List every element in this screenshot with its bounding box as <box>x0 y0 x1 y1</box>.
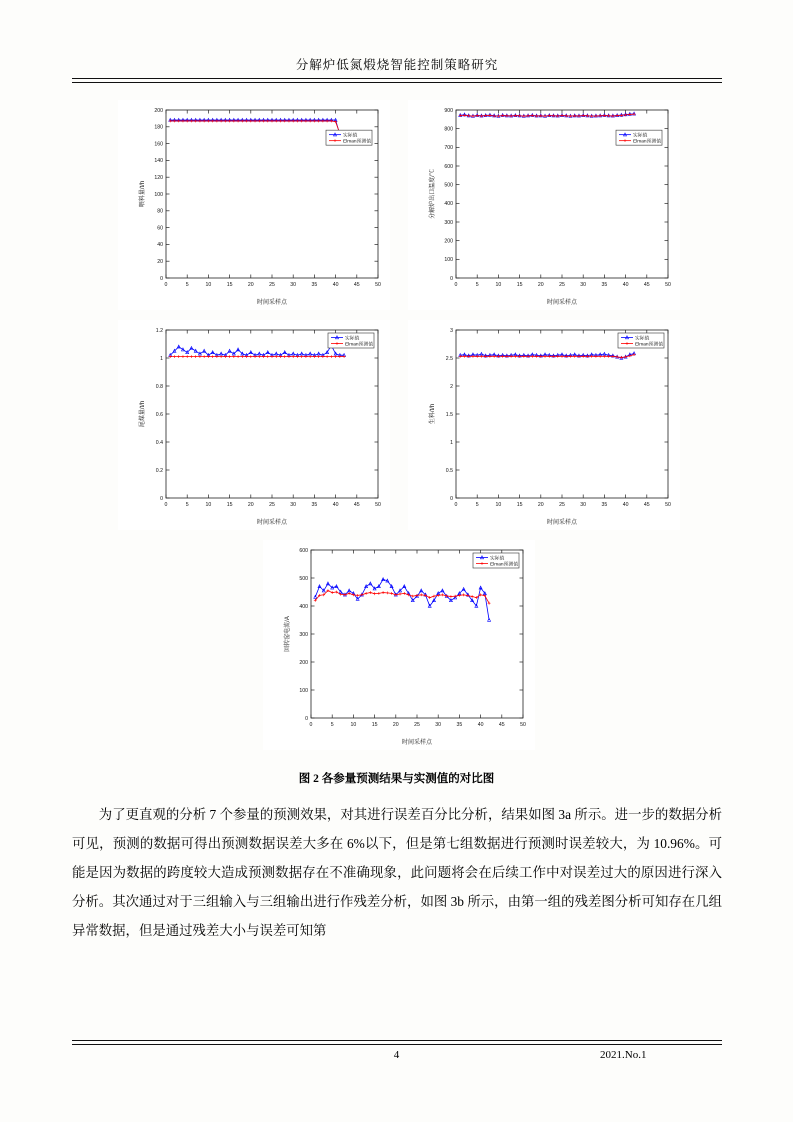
svg-text:300: 300 <box>299 631 308 638</box>
svg-text:0.4: 0.4 <box>155 439 163 446</box>
svg-text:100: 100 <box>154 191 163 198</box>
svg-text:30: 30 <box>290 502 297 508</box>
svg-text:2.5: 2.5 <box>445 355 453 362</box>
svg-text:时间采样点: 时间采样点 <box>401 740 433 746</box>
figure-caption: 图 2 各参量预测结果与实测值的对比图 <box>298 773 495 785</box>
svg-text:Elman预测值: Elman预测值 <box>635 342 663 348</box>
svg-text:40: 40 <box>332 502 339 508</box>
body-paragraph: 为了更直观的分析 7 个参量的预测效果，对其进行误差百分比分析，结果如图 3a 所示。进一步的数据分析可见，预测的数据可得出预测数据误差大多在 6%以下，但是第七组数据进行预测时误差较大，为 10.96%。可能是因为数据的跨度较大造成预测数据存在不准确现象，此问题将会在后续工作中对误差过大的原因进行深入分析。其次通过对于三组输入与三组输出进行作残差分析，如图 3b 所示，由第一组的残差图分析可知存在几组异常数据，但是通过残差大小与误差可知第 <box>72 807 722 938</box>
svg-text:500: 500 <box>444 182 453 189</box>
svg-text:35: 35 <box>311 282 318 288</box>
svg-text:700: 700 <box>444 145 453 152</box>
svg-text:5: 5 <box>330 722 334 728</box>
svg-text:20: 20 <box>247 502 254 508</box>
svg-text:45: 45 <box>643 502 650 508</box>
svg-text:180: 180 <box>154 124 163 131</box>
svg-text:0: 0 <box>160 495 163 502</box>
svg-text:25: 25 <box>414 722 420 728</box>
svg-text:实际值: 实际值 <box>345 336 360 342</box>
svg-text:15: 15 <box>516 282 523 288</box>
svg-text:实际值: 实际值 <box>635 336 650 342</box>
svg-text:500: 500 <box>299 575 308 582</box>
svg-text:0.5: 0.5 <box>445 467 453 474</box>
svg-text:时间采样点: 时间采样点 <box>546 300 578 306</box>
svg-text:1.5: 1.5 <box>445 411 453 418</box>
svg-text:0.6: 0.6 <box>155 411 163 418</box>
svg-text:50: 50 <box>520 722 526 728</box>
svg-text:20: 20 <box>392 722 399 728</box>
svg-text:0.8: 0.8 <box>155 383 163 390</box>
svg-text:800: 800 <box>444 126 453 133</box>
svg-text:300: 300 <box>444 219 453 226</box>
svg-text:45: 45 <box>643 282 650 288</box>
svg-text:10: 10 <box>495 282 502 288</box>
chart-feed-rate <box>118 100 390 310</box>
svg-text:160: 160 <box>154 141 163 148</box>
svg-text:40: 40 <box>157 242 163 249</box>
footer-issue: 2021.No.1 <box>600 1049 647 1061</box>
svg-text:0: 0 <box>309 722 313 728</box>
svg-text:25: 25 <box>559 502 565 508</box>
svg-text:35: 35 <box>601 282 608 288</box>
svg-text:尾煤量/t/h: 尾煤量/t/h <box>140 400 146 428</box>
svg-text:0: 0 <box>305 715 308 722</box>
svg-text:35: 35 <box>601 502 608 508</box>
chart-raw-meal <box>408 320 680 530</box>
svg-text:5: 5 <box>475 282 479 288</box>
chart-calciner-outlet-temp-svg <box>408 100 680 310</box>
svg-text:50: 50 <box>375 282 381 288</box>
svg-text:时间采样点: 时间采样点 <box>256 520 288 526</box>
svg-text:50: 50 <box>375 502 381 508</box>
svg-text:30: 30 <box>290 282 297 288</box>
svg-text:Elman预测值: Elman预测值 <box>633 139 661 145</box>
svg-text:200: 200 <box>444 238 453 245</box>
footer-page-number: 4 <box>393 1049 400 1061</box>
svg-text:10: 10 <box>205 282 212 288</box>
svg-text:20: 20 <box>157 259 163 265</box>
svg-text:回转窑电流/A: 回转窑电流/A <box>285 616 291 652</box>
svg-text:5: 5 <box>185 502 189 508</box>
svg-text:30: 30 <box>580 502 587 508</box>
footer-divider-thin <box>72 1044 722 1045</box>
svg-text:10: 10 <box>495 502 502 508</box>
svg-text:15: 15 <box>226 282 233 288</box>
svg-text:5: 5 <box>185 282 189 288</box>
svg-text:50: 50 <box>665 282 671 288</box>
svg-text:35: 35 <box>456 722 463 728</box>
svg-text:400: 400 <box>444 201 453 208</box>
chart-kiln-current <box>263 540 535 750</box>
chart-tail-coal-svg <box>118 320 390 530</box>
chart-raw-meal-svg <box>408 320 680 530</box>
svg-text:0: 0 <box>454 282 458 288</box>
svg-text:10: 10 <box>205 502 212 508</box>
svg-text:0.2: 0.2 <box>155 467 163 474</box>
svg-text:20: 20 <box>247 282 254 288</box>
svg-text:50: 50 <box>665 502 671 508</box>
svg-text:120: 120 <box>154 175 163 181</box>
svg-text:100: 100 <box>299 687 308 694</box>
svg-text:实际值: 实际值 <box>633 133 648 139</box>
svg-text:30: 30 <box>435 722 442 728</box>
chart-feed-rate-svg <box>118 100 390 310</box>
svg-text:25: 25 <box>269 282 275 288</box>
chart-calciner-outlet-temp <box>408 100 680 310</box>
svg-text:Elman预测值: Elman预测值 <box>490 562 518 568</box>
svg-text:1: 1 <box>450 439 453 446</box>
svg-text:时间采样点: 时间采样点 <box>256 300 288 306</box>
svg-text:40: 40 <box>622 502 629 508</box>
svg-text:实际值: 实际值 <box>343 133 358 139</box>
svg-text:30: 30 <box>580 282 587 288</box>
svg-text:0: 0 <box>160 275 163 282</box>
svg-text:3: 3 <box>450 327 453 334</box>
svg-text:实际值: 实际值 <box>490 556 505 562</box>
svg-text:80: 80 <box>157 208 163 215</box>
svg-text:喂料量/t/h: 喂料量/t/h <box>140 180 146 208</box>
svg-text:0: 0 <box>450 275 453 282</box>
svg-text:45: 45 <box>498 722 505 728</box>
svg-text:0: 0 <box>164 282 168 288</box>
svg-text:60: 60 <box>157 225 163 232</box>
body-text-block <box>72 800 722 945</box>
chart-kiln-current-svg <box>263 540 535 750</box>
svg-text:600: 600 <box>444 163 453 170</box>
svg-text:15: 15 <box>371 722 378 728</box>
svg-text:0: 0 <box>454 502 458 508</box>
svg-text:1.2: 1.2 <box>155 327 163 334</box>
svg-text:40: 40 <box>477 722 484 728</box>
svg-text:40: 40 <box>332 282 339 288</box>
svg-text:200: 200 <box>299 659 308 666</box>
svg-text:600: 600 <box>299 547 308 554</box>
svg-text:Elman预测值: Elman预测值 <box>345 342 373 348</box>
svg-text:200: 200 <box>154 107 163 114</box>
svg-text:35: 35 <box>311 502 318 508</box>
svg-text:5: 5 <box>475 502 479 508</box>
chart-tail-coal <box>118 320 390 530</box>
svg-text:0: 0 <box>164 502 168 508</box>
svg-text:时间采样点: 时间采样点 <box>546 520 578 526</box>
svg-text:15: 15 <box>226 502 233 508</box>
svg-text:10: 10 <box>350 722 357 728</box>
svg-text:分解炉出口温度/℃: 分解炉出口温度/℃ <box>430 169 436 219</box>
footer-divider-thick <box>72 1040 722 1041</box>
svg-text:1: 1 <box>160 355 163 362</box>
svg-text:0: 0 <box>450 495 453 502</box>
header-divider-thick <box>72 78 722 79</box>
svg-text:45: 45 <box>353 282 360 288</box>
svg-text:生料/t/h: 生料/t/h <box>430 403 436 425</box>
page-header-title: 分解炉低氮煅烧智能控制策略研究 <box>295 58 499 72</box>
svg-text:20: 20 <box>537 502 544 508</box>
svg-text:25: 25 <box>559 282 565 288</box>
svg-text:Elman预测值: Elman预测值 <box>343 139 371 145</box>
svg-text:100: 100 <box>444 257 453 264</box>
svg-text:20: 20 <box>537 282 544 288</box>
svg-text:15: 15 <box>516 502 523 508</box>
svg-text:400: 400 <box>299 603 308 610</box>
svg-text:45: 45 <box>353 502 360 508</box>
svg-text:900: 900 <box>444 107 453 114</box>
svg-text:25: 25 <box>269 502 275 508</box>
header-divider-thin <box>72 82 722 83</box>
svg-text:2: 2 <box>450 383 453 390</box>
svg-text:140: 140 <box>154 158 163 165</box>
svg-text:40: 40 <box>622 282 629 288</box>
